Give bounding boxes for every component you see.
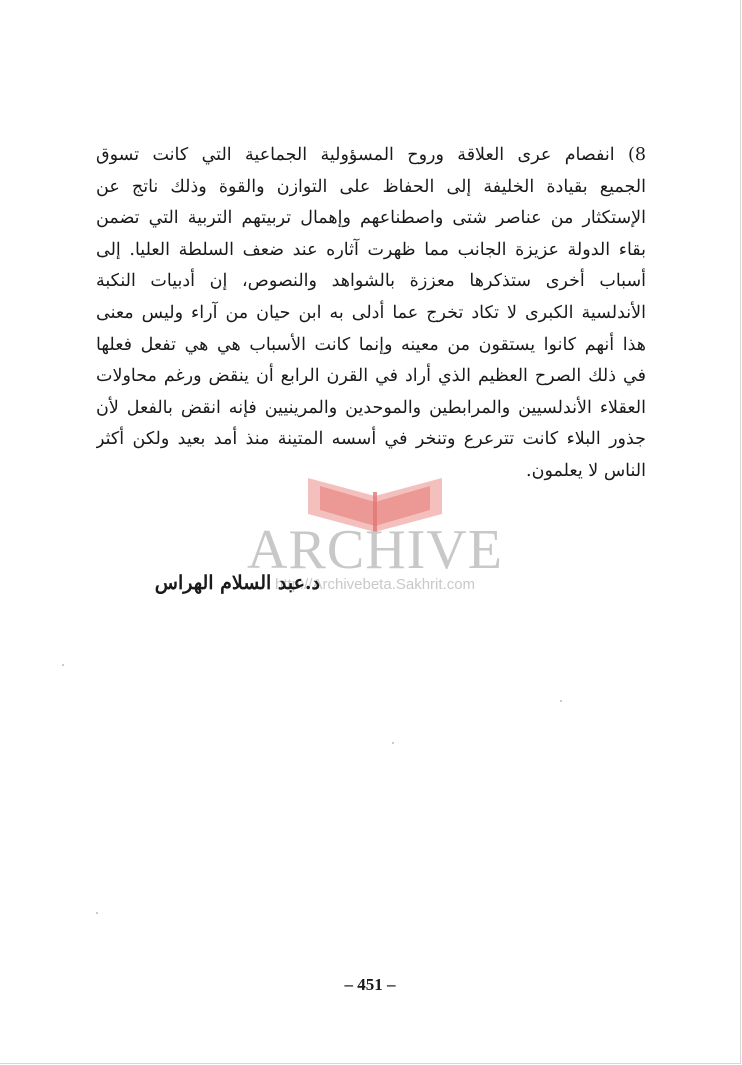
scan-speck bbox=[96, 912, 98, 914]
text-line: 8) انفصام عرى العلاقة وروح المسؤولية الجماعية التي كانت تسوق bbox=[96, 145, 646, 165]
scan-speck bbox=[392, 742, 394, 744]
scan-speck bbox=[560, 700, 562, 702]
body-text bbox=[96, 140, 646, 488]
text-line: في ذلك الصرح العظيم الذي أراد في القرن الرابع أن ينقض ورغم محاولات bbox=[96, 366, 646, 387]
text-line: بقاء الدولة عزيزة الجانب مما ظهرت آثاره عند ضعف السلطة العليا. إلى bbox=[96, 239, 646, 260]
watermark-title: ARCHIVE bbox=[247, 519, 503, 581]
text-line: الإستكثار من عناصر شتى واصطناعهم وإهمال تربيتهم التربية التي تضمن bbox=[96, 208, 646, 229]
text-line: أسباب أخرى ستذكرها معززة بالشواهد والنصوص، إن أدبيات النكبة bbox=[96, 271, 646, 292]
text-line: الأندلسية الكبرى لا تكاد تخرج عما أدلى به ابن حيان من آراء وليس معنى bbox=[96, 302, 646, 323]
text-line: جذور البلاء كانت تترعرع وتنخر في أسسه المتينة منذ أمد بعيد ولكن أكثر bbox=[96, 429, 646, 450]
text-line: الناس لا يعلمون. bbox=[526, 460, 646, 481]
text-line: هذا أنهم كانوا يستقون من معينه وإنما كانت الأسباب هي هي تفعل فعلها bbox=[96, 334, 646, 355]
page-number: – 451 – bbox=[344, 975, 396, 994]
watermark-url: http://Archivebeta.Sakhrit.com bbox=[274, 576, 476, 593]
scan-speck bbox=[62, 664, 64, 666]
text-line: العقلاء الأندلسيين والمرابطين والموحدين والمرينيين فإنه انقض بالفعل لأن bbox=[96, 397, 646, 418]
text-line: الجميع بقيادة الخليفة إلى الحفاظ على التوازن والقوة وذلك ناتج عن bbox=[96, 176, 646, 197]
author-signature: د.عبد السلام الهراس bbox=[154, 572, 320, 594]
